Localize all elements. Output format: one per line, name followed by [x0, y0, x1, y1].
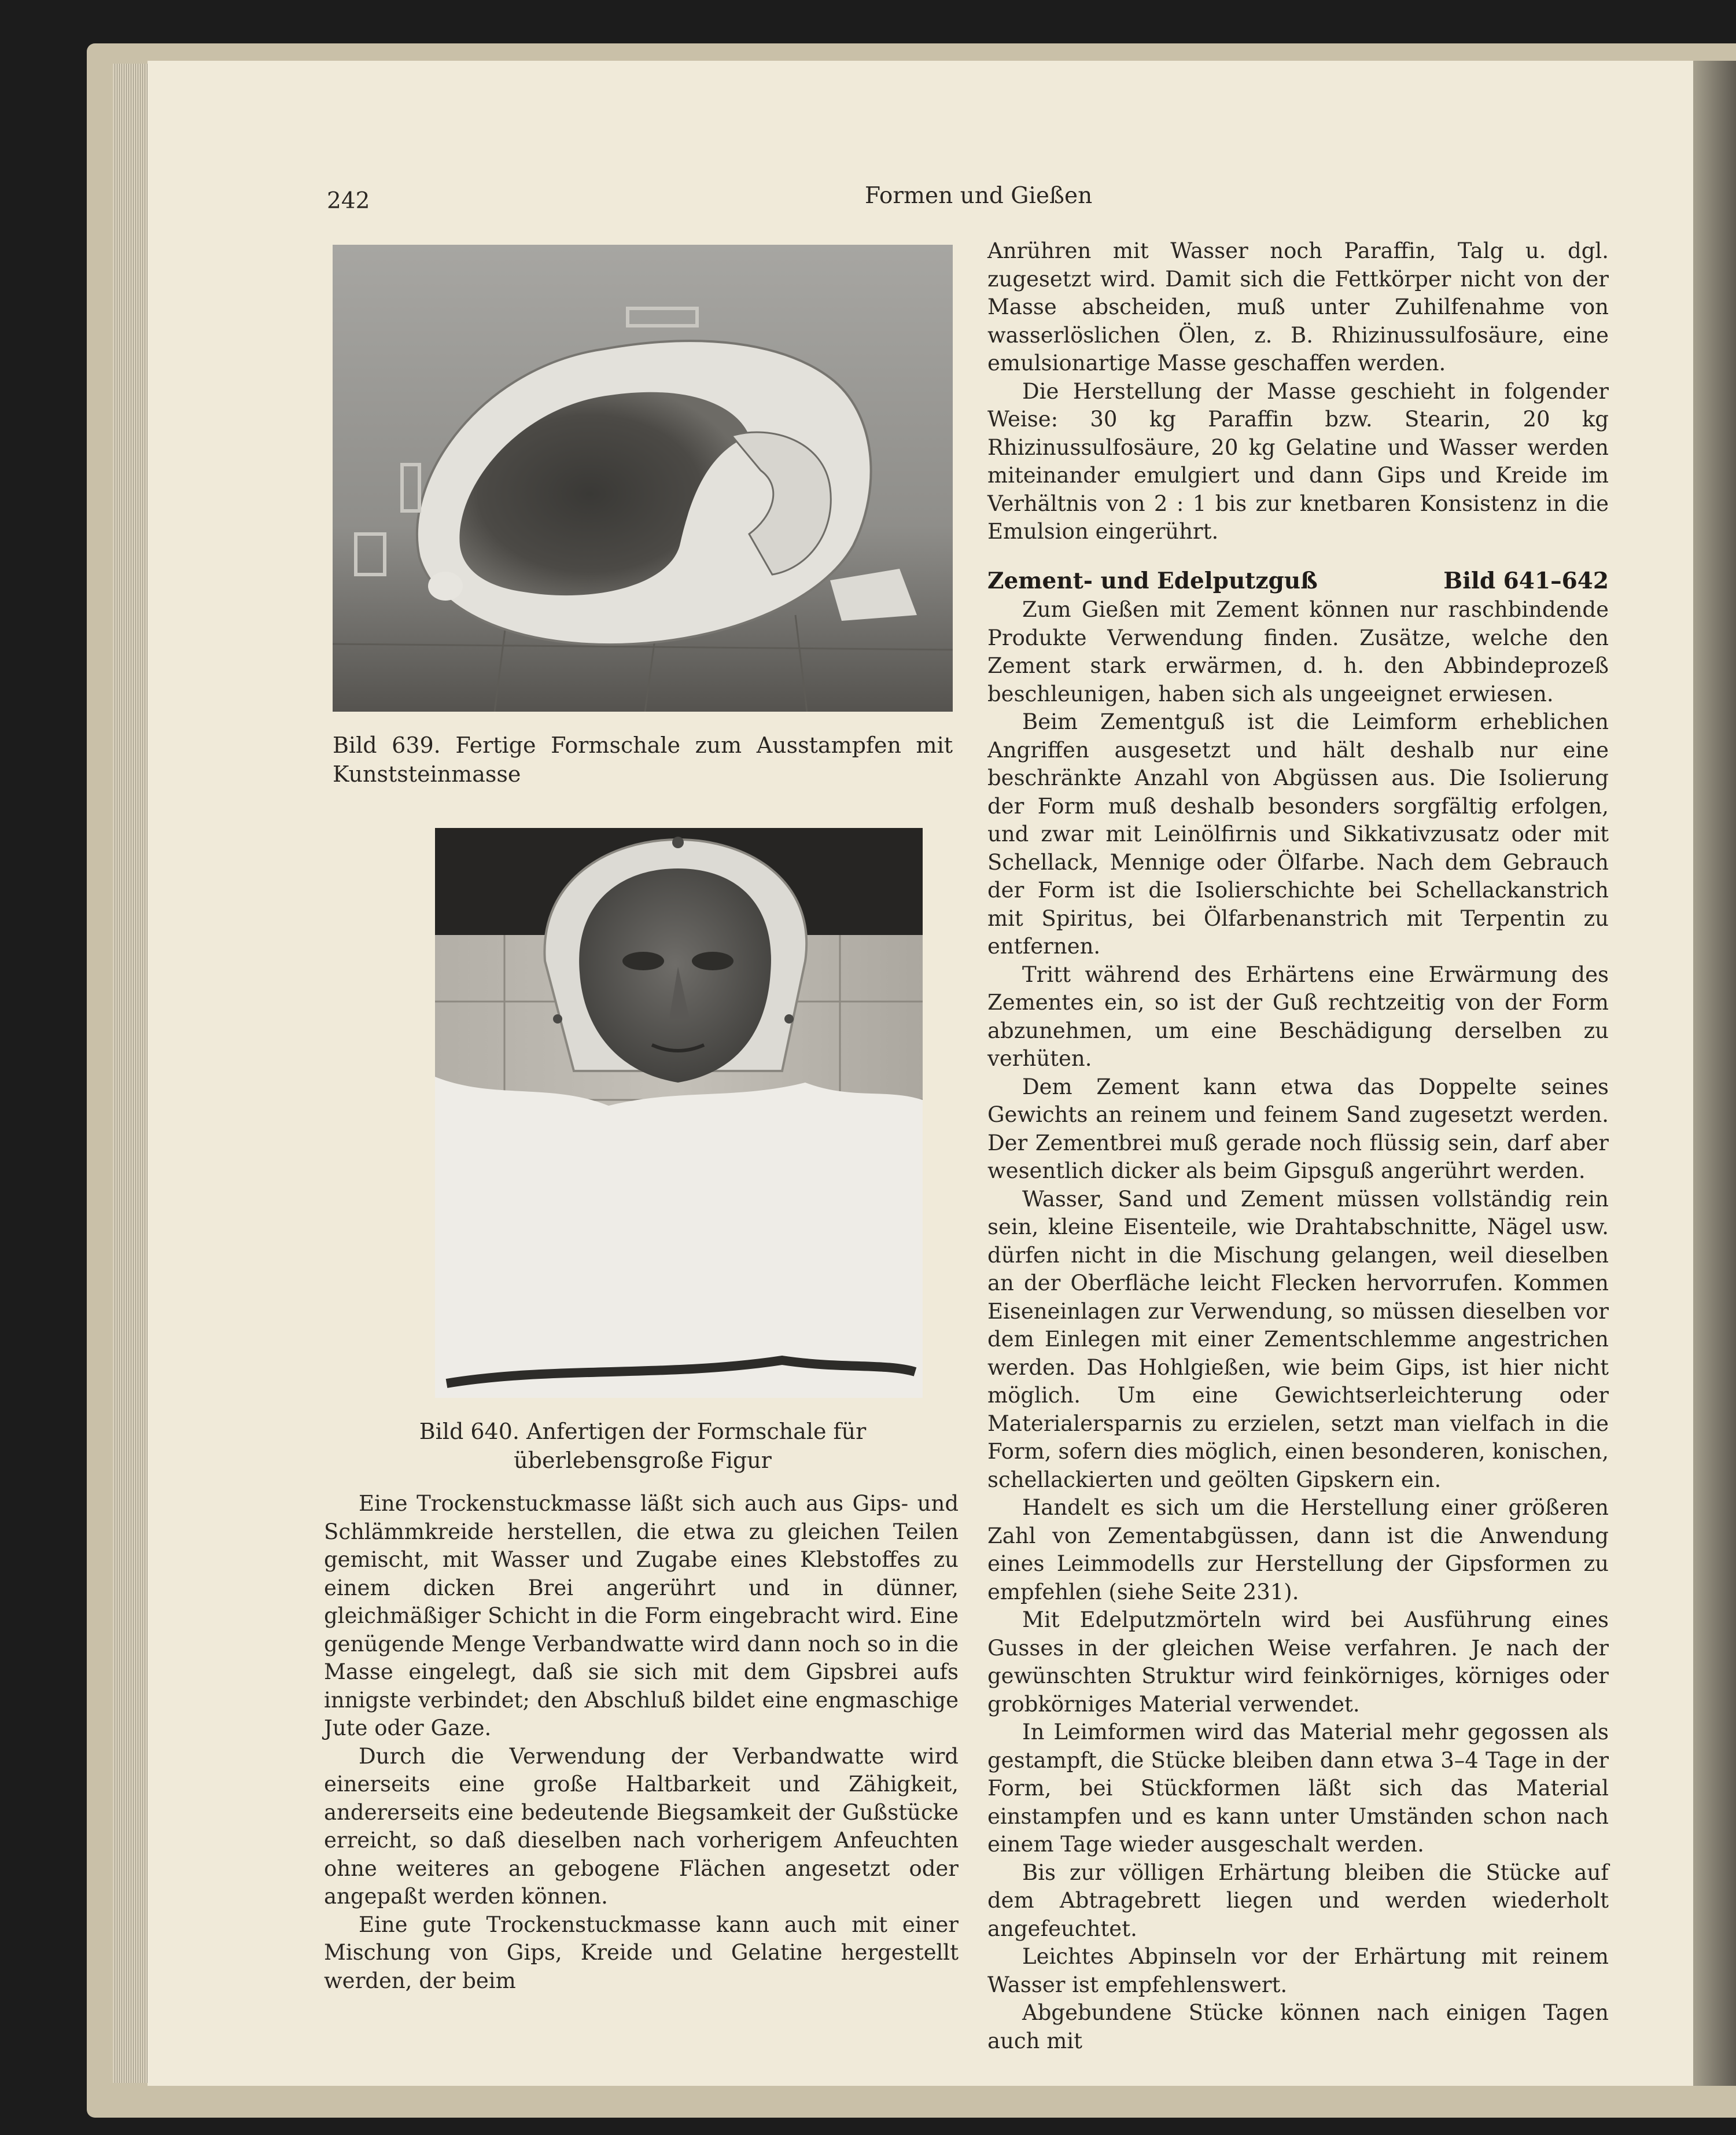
section-figure-ref: Bild 641–642: [1443, 567, 1609, 594]
left-paragraph-2: Durch die Verwendung der Verbandwatte wird einerseits eine große Haltbarkeit und Zähigkeit, andererseits eine bedeutende Biegsamkeit der Gußstücke erreicht, so daß dieselben nach vorherigem Anfeuchten ohne weiteres an gebogene Flächen angesetzt oder angepaßt werden können.: [324, 1743, 959, 1909]
figure-640-caption: Bild 640. Anfertigen der Formschale für überlebensgroße Figur: [419, 1419, 867, 1473]
face-mold-image: [435, 828, 923, 1398]
running-title: Formen und Gießen: [865, 183, 1093, 209]
right-text-column: [987, 237, 1609, 2055]
right-paragraph: Handelt es sich um die Herstellung einer größeren Zahl von Zementabgüssen, dann ist die Anwendung eines Leimmodells zur Herstellung der Gipsformen zu empfehlen (siehe Seite 231).: [987, 1495, 1609, 1604]
figure-639-caption: Bild 639. Fertige Formschale zum Ausstampfen mit Kunststeinmasse: [333, 732, 953, 787]
figure-639-photo: [333, 245, 953, 712]
section-title: Zement- und Edelputzguß: [987, 567, 1318, 594]
right-continued-paragraph: Anrühren mit Wasser noch Paraffin, Talg u. dgl. zugesetzt wird. Damit sich die Fettkörper nicht von der Masse abscheiden, muß unter Zuhilfenahme von wasserlöslichen Ölen, z. B. Rhizinussulfosäure, eine emulsionartige Masse geschaffen werden.: [987, 238, 1609, 376]
right-paragraph: Leichtes Abpinseln vor der Erhärtung mit reinem Wasser ist empfehlenswert.: [987, 1944, 1609, 1997]
right-paragraph: Wasser, Sand und Zement müssen vollständig rein sein, kleine Eisenteile, wie Drahtabschnitte, Nägel usw. dürfen nicht in die Mischung gelangen, weil dieselben an der Oberfläche leicht Flecken hervorrufen. Kommen Eiseneinlagen zur Verwendung, so müssen dieselben vor dem Einlegen mit einer Zementschlemme angestrichen werden. Das Hohlgießen, wie beim Gips, ist hier nicht möglich. Um eine Gewichtserleichterung oder Materialersparnis zu erzielen, setzt man vielfach in die Form, sofern dies möglich, einen besonderen, konischen, schellackierten und geölten Gipskern ein.: [987, 1186, 1609, 1492]
page-edges: [113, 64, 148, 2083]
left-paragraph-3: Eine gute Trockenstuckmasse kann auch mit einer Mischung von Gips, Kreide und Gelatine hergestellt werden, der beim: [324, 1912, 959, 1993]
right-paragraph: Tritt während des Erhärtens eine Erwärmung des Zementes ein, so ist der Guß rechtzeitig von der Form abzunehmen, um eine Beschädigung derselben zu verhüten.: [987, 962, 1609, 1071]
page-number: 242: [327, 188, 370, 214]
book-gutter: [1693, 61, 1736, 2086]
left-text-column: [324, 1490, 959, 1995]
right-paragraph: Beim Zementguß ist die Leimform erheblichen Angriffen ausgesetzt und hält deshalb nur eine beschränkte Anzahl von Abgüssen aus. Die Isolierung der Form muß deshalb besonders sorgfältig erfolgen, und zwar mit Leinölfirnis und Sikkativzusatz oder mit Schellack, Mennige oder Ölfarbe. Nach dem Gebrauch der Form ist die Isolierschichte bei Schellackanstrich mit Spiritus, bei Ölfarbenanstrich mit Terpentin zu entfernen.: [987, 709, 1609, 959]
right-paragraph: Mit Edelputzmörteln wird bei Ausführung eines Gusses in der gleichen Weise verfahren. Je nach der gewünschten Struktur wird feinkörniges, körniges oder grobkörniges Material verwendet.: [987, 1607, 1609, 1717]
right-paragraph: Zum Gießen mit Zement können nur raschbindende Produkte Verwendung finden. Zusätze, welche den Zement stark erwärmen, d. h. den Abbindeprozeß beschleunigen, haben sich als ungeeignet erwiesen.: [987, 597, 1609, 706]
right-paragraph: Abgebundene Stücke können nach einigen Tagen auch mit: [987, 2000, 1609, 2053]
right-paragraph: Bis zur völligen Erhärtung bleiben die Stücke auf dem Abtragebrett liegen und werden wiederholt angefeuchtet.: [987, 1860, 1609, 1941]
right-paragraph: Dem Zement kann etwa das Doppelte seines Gewichts an reinem und feinem Sand zugesetzt werden. Der Zementbrei muß gerade noch flüssig sein, darf aber wesentlich dicker als beim Gipsguß angerührt werden.: [987, 1074, 1609, 1183]
mold-shell-image: [333, 245, 953, 712]
right-paragraph: In Leimformen wird das Material mehr gegossen als gestampft, die Stücke bleiben dann etwa 3–4 Tage in der Form, bei Stückformen läßt sich das Material einstampfen und es kann unter Umständen schon nach einem Tage wieder ausgeschalt werden.: [987, 1720, 1609, 1857]
left-paragraph-1: Eine Trockenstuckmasse läßt sich auch aus Gips- und Schlämmkreide herstellen, die etwa zu gleichen Teilen gemischt, mit Wasser und Zugabe eines Klebstoffes zu einem dicken Brei angerührt und in dünner, gleichmäßiger Schicht in die Form eingebracht wird. Eine genügende Menge Verbandwatte wird dann noch so in die Masse eingelegt, daß sie sich mit dem Gipsbrei aufs innigste verbindet; den Abschluß bildet eine engmaschige Jute oder Gaze.: [324, 1491, 959, 1740]
section-heading: [987, 567, 1609, 595]
right-paragraph-herstellung: Die Herstellung der Masse geschieht in folgender Weise: 30 kg Paraffin bzw. Stearin, 20 kg Rhizinussulfosäure, 20 kg Gelatine und Wasser werden miteinander emulgiert und dann Gips und Kreide im Verhältnis von 2 : 1 bis zur knetbaren Konsistenz in die Emulsion eingerührt.: [987, 378, 1609, 544]
figure-640-photo: [435, 828, 923, 1398]
